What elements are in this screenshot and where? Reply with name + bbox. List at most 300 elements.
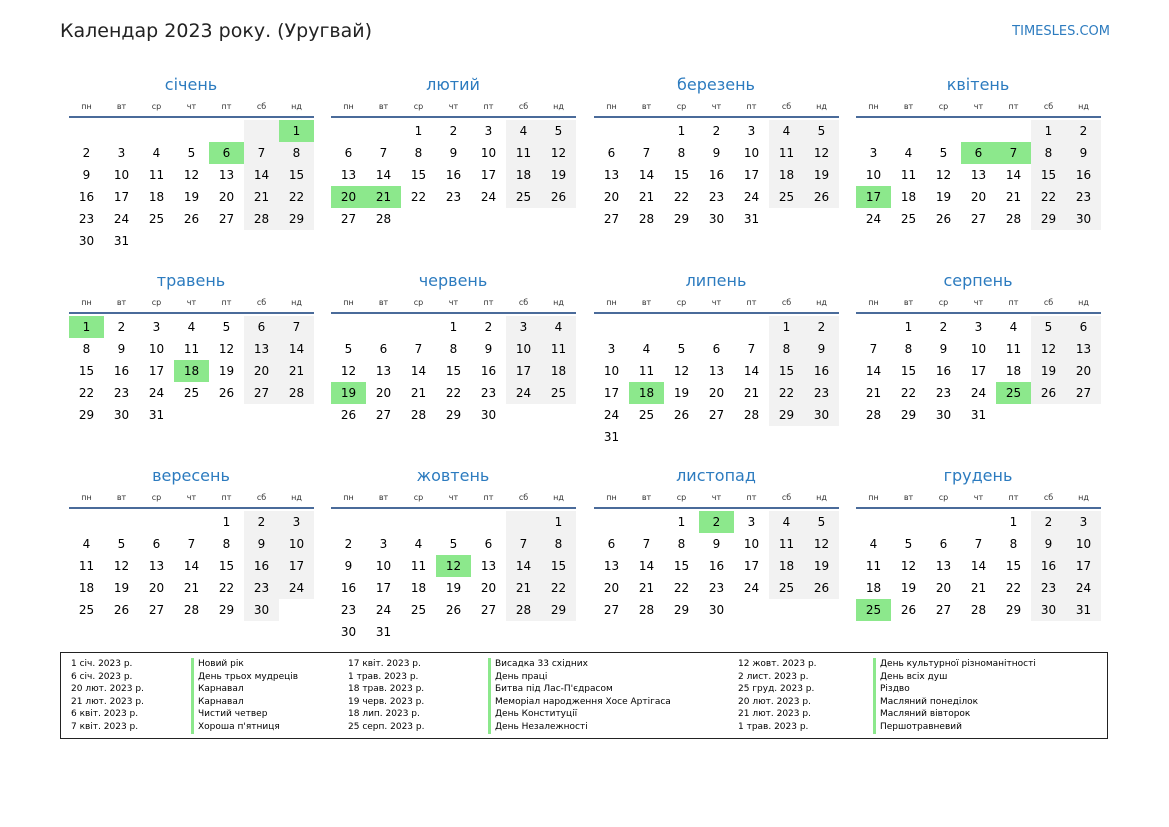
day-cell[interactable]: 21 <box>410 386 427 400</box>
day-cell[interactable]: 22 <box>78 386 95 400</box>
day-cell[interactable]: 7 <box>506 533 541 555</box>
day-cell[interactable]: 15 <box>410 168 427 182</box>
day-cell[interactable]: 15 <box>900 364 917 378</box>
day-cell[interactable]: 21 <box>970 581 987 595</box>
day-cell[interactable]: 3 <box>279 511 314 533</box>
day-cell[interactable]: 27 <box>340 212 357 226</box>
day-cell[interactable]: 24 <box>148 386 165 400</box>
day-cell[interactable]: 12 <box>541 142 576 164</box>
day-cell[interactable]: 20 <box>708 386 725 400</box>
day-cell[interactable]: 4 <box>769 511 804 533</box>
day-cell[interactable]: 30 <box>244 599 279 621</box>
day-cell[interactable]: 18 <box>769 164 804 186</box>
day-cell[interactable]: 10 <box>113 168 130 182</box>
day-cell[interactable]: 23 <box>935 386 952 400</box>
day-cell[interactable]: 13 <box>1066 338 1101 360</box>
day-cell[interactable]: 29 <box>900 408 917 422</box>
day-cell[interactable]: 14 <box>865 364 882 378</box>
day-cell[interactable]: 25 <box>78 603 95 617</box>
day-cell[interactable]: 18 <box>1005 364 1022 378</box>
day-cell[interactable]: 6 <box>961 142 996 164</box>
day-cell[interactable]: 9 <box>484 342 493 356</box>
day-cell[interactable]: 11 <box>638 364 655 378</box>
day-cell[interactable]: 15 <box>218 559 235 573</box>
day-cell[interactable]: 19 <box>804 555 839 577</box>
day-cell[interactable]: 8 <box>449 342 458 356</box>
day-cell[interactable]: 9 <box>449 146 458 160</box>
day-cell[interactable]: 14 <box>743 364 760 378</box>
day-cell[interactable]: 19 <box>673 386 690 400</box>
day-cell[interactable]: 5 <box>541 120 576 142</box>
day-cell[interactable]: 11 <box>78 559 95 573</box>
day-cell[interactable]: 28 <box>743 408 760 422</box>
day-cell[interactable]: 1 <box>414 124 423 138</box>
day-cell[interactable]: 5 <box>804 511 839 533</box>
day-cell[interactable]: 10 <box>970 342 987 356</box>
day-cell[interactable]: 25 <box>148 212 165 226</box>
day-cell[interactable]: 9 <box>804 338 839 360</box>
day-cell[interactable]: 12 <box>900 559 917 573</box>
day-cell[interactable]: 20 <box>244 360 279 382</box>
day-cell[interactable]: 23 <box>480 386 497 400</box>
day-cell[interactable]: 9 <box>117 342 126 356</box>
day-cell[interactable]: 8 <box>222 537 231 551</box>
day-cell[interactable]: 17 <box>970 364 987 378</box>
day-cell[interactable]: 25 <box>900 212 917 226</box>
day-cell[interactable]: 30 <box>340 625 357 639</box>
day-cell[interactable]: 23 <box>1066 186 1101 208</box>
day-cell[interactable]: 7 <box>414 342 423 356</box>
day-cell[interactable]: 25 <box>183 386 200 400</box>
day-cell[interactable]: 27 <box>970 212 987 226</box>
day-cell[interactable]: 6 <box>209 142 244 164</box>
day-cell[interactable]: 3 <box>747 124 756 138</box>
day-cell[interactable]: 13 <box>340 168 357 182</box>
day-cell[interactable]: 7 <box>187 537 196 551</box>
day-cell[interactable]: 15 <box>541 555 576 577</box>
day-cell[interactable]: 7 <box>642 146 651 160</box>
day-cell[interactable]: 29 <box>78 408 95 422</box>
day-cell[interactable]: 28 <box>865 408 882 422</box>
day-cell[interactable]: 9 <box>712 146 721 160</box>
day-cell[interactable]: 26 <box>900 603 917 617</box>
day-cell[interactable]: 12 <box>673 364 690 378</box>
day-cell[interactable]: 12 <box>804 533 839 555</box>
day-cell[interactable]: 9 <box>1031 533 1066 555</box>
day-cell[interactable]: 16 <box>244 555 279 577</box>
day-cell[interactable]: 2 <box>244 511 279 533</box>
day-cell[interactable]: 16 <box>480 364 497 378</box>
day-cell[interactable]: 1 <box>677 515 686 529</box>
day-cell[interactable]: 28 <box>638 212 655 226</box>
day-cell[interactable]: 2 <box>1066 120 1101 142</box>
day-cell[interactable]: 28 <box>244 208 279 230</box>
day-cell[interactable]: 3 <box>117 146 126 160</box>
day-cell[interactable]: 13 <box>935 559 952 573</box>
day-cell[interactable]: 4 <box>187 320 196 334</box>
day-cell[interactable]: 6 <box>152 537 161 551</box>
day-cell[interactable]: 31 <box>113 234 130 248</box>
day-cell[interactable]: 11 <box>900 168 917 182</box>
day-cell[interactable]: 30 <box>804 404 839 426</box>
day-cell[interactable]: 9 <box>1066 142 1101 164</box>
day-cell[interactable]: 2 <box>939 320 948 334</box>
day-cell[interactable]: 17 <box>743 559 760 573</box>
day-cell[interactable]: 11 <box>148 168 165 182</box>
day-cell[interactable]: 17 <box>279 555 314 577</box>
day-cell[interactable]: 15 <box>279 164 314 186</box>
day-cell[interactable]: 1 <box>279 120 314 142</box>
day-cell[interactable]: 11 <box>541 338 576 360</box>
day-cell[interactable]: 8 <box>279 142 314 164</box>
day-cell[interactable]: 12 <box>804 142 839 164</box>
day-cell[interactable]: 22 <box>541 577 576 599</box>
day-cell[interactable]: 29 <box>541 599 576 621</box>
day-cell[interactable]: 4 <box>869 537 878 551</box>
day-cell[interactable]: 26 <box>804 186 839 208</box>
day-cell[interactable]: 13 <box>603 559 620 573</box>
day-cell[interactable]: 15 <box>1031 164 1066 186</box>
day-cell[interactable]: 1 <box>449 320 458 334</box>
day-cell[interactable]: 4 <box>152 146 161 160</box>
day-cell[interactable]: 9 <box>712 537 721 551</box>
day-cell[interactable]: 7 <box>279 316 314 338</box>
day-cell[interactable]: 6 <box>607 146 616 160</box>
day-cell[interactable]: 10 <box>1066 533 1101 555</box>
day-cell[interactable]: 23 <box>1031 577 1066 599</box>
day-cell[interactable]: 12 <box>935 168 952 182</box>
day-cell[interactable]: 5 <box>1031 316 1066 338</box>
day-cell[interactable]: 25 <box>856 599 891 621</box>
day-cell[interactable]: 20 <box>148 581 165 595</box>
day-cell[interactable]: 20 <box>935 581 952 595</box>
day-cell[interactable]: 23 <box>113 386 130 400</box>
day-cell[interactable]: 10 <box>375 559 392 573</box>
day-cell[interactable]: 14 <box>1005 168 1022 182</box>
day-cell[interactable]: 11 <box>506 142 541 164</box>
day-cell[interactable]: 19 <box>113 581 130 595</box>
day-cell[interactable]: 30 <box>1066 208 1101 230</box>
day-cell[interactable]: 1 <box>222 515 231 529</box>
day-cell[interactable]: 12 <box>183 168 200 182</box>
day-cell[interactable]: 28 <box>1005 212 1022 226</box>
day-cell[interactable]: 24 <box>970 386 987 400</box>
day-cell[interactable]: 5 <box>677 342 686 356</box>
day-cell[interactable]: 16 <box>113 364 130 378</box>
day-cell[interactable]: 8 <box>677 146 686 160</box>
day-cell[interactable]: 31 <box>743 212 760 226</box>
day-cell[interactable]: 2 <box>82 146 91 160</box>
day-cell[interactable]: 4 <box>1009 320 1018 334</box>
day-cell[interactable]: 10 <box>148 342 165 356</box>
day-cell[interactable]: 7 <box>869 342 878 356</box>
day-cell[interactable]: 5 <box>449 537 458 551</box>
day-cell[interactable]: 14 <box>183 559 200 573</box>
day-cell[interactable]: 26 <box>113 603 130 617</box>
day-cell[interactable]: 3 <box>484 124 493 138</box>
day-cell[interactable]: 13 <box>970 168 987 182</box>
day-cell[interactable]: 31 <box>1066 599 1101 621</box>
day-cell[interactable]: 24 <box>865 212 882 226</box>
day-cell[interactable]: 7 <box>642 537 651 551</box>
day-cell[interactable]: 27 <box>708 408 725 422</box>
day-cell[interactable]: 30 <box>708 212 725 226</box>
day-cell[interactable]: 22 <box>673 190 690 204</box>
day-cell[interactable]: 30 <box>78 234 95 248</box>
day-cell[interactable]: 27 <box>148 603 165 617</box>
day-cell[interactable]: 2 <box>344 537 353 551</box>
day-cell[interactable]: 27 <box>1066 382 1101 404</box>
day-cell[interactable]: 8 <box>414 146 423 160</box>
day-cell[interactable]: 21 <box>865 386 882 400</box>
day-cell[interactable]: 10 <box>279 533 314 555</box>
day-cell[interactable]: 20 <box>331 186 366 208</box>
day-cell[interactable]: 15 <box>769 360 804 382</box>
day-cell[interactable]: 21 <box>506 577 541 599</box>
day-cell[interactable]: 14 <box>410 364 427 378</box>
day-cell[interactable]: 22 <box>218 581 235 595</box>
day-cell[interactable]: 8 <box>541 533 576 555</box>
day-cell[interactable]: 22 <box>769 382 804 404</box>
day-cell[interactable]: 12 <box>1031 338 1066 360</box>
day-cell[interactable]: 8 <box>1009 537 1018 551</box>
day-cell[interactable]: 19 <box>900 581 917 595</box>
day-cell[interactable]: 16 <box>340 581 357 595</box>
day-cell[interactable]: 10 <box>743 537 760 551</box>
day-cell[interactable]: 10 <box>865 168 882 182</box>
day-cell[interactable]: 3 <box>1066 511 1101 533</box>
day-cell[interactable]: 27 <box>935 603 952 617</box>
day-cell[interactable]: 10 <box>506 338 541 360</box>
day-cell[interactable]: 18 <box>541 360 576 382</box>
day-cell[interactable]: 17 <box>375 581 392 595</box>
day-cell[interactable]: 24 <box>375 603 392 617</box>
day-cell[interactable]: 24 <box>279 577 314 599</box>
day-cell[interactable]: 6 <box>712 342 721 356</box>
day-cell[interactable]: 24 <box>603 408 620 422</box>
day-cell[interactable]: 21 <box>183 581 200 595</box>
day-cell[interactable]: 28 <box>375 212 392 226</box>
day-cell[interactable]: 7 <box>244 142 279 164</box>
day-cell[interactable]: 7 <box>996 142 1031 164</box>
day-cell[interactable]: 23 <box>340 603 357 617</box>
day-cell[interactable]: 24 <box>743 190 760 204</box>
day-cell[interactable]: 2 <box>449 124 458 138</box>
day-cell[interactable]: 25 <box>769 577 804 599</box>
day-cell[interactable]: 27 <box>375 408 392 422</box>
day-cell[interactable]: 31 <box>148 408 165 422</box>
day-cell[interactable]: 16 <box>935 364 952 378</box>
day-cell[interactable]: 5 <box>939 146 948 160</box>
day-cell[interactable]: 4 <box>541 316 576 338</box>
day-cell[interactable]: 25 <box>541 382 576 404</box>
day-cell[interactable]: 14 <box>506 555 541 577</box>
day-cell[interactable]: 16 <box>708 559 725 573</box>
day-cell[interactable]: 4 <box>82 537 91 551</box>
day-cell[interactable]: 11 <box>865 559 882 573</box>
day-cell[interactable]: 8 <box>677 537 686 551</box>
day-cell[interactable]: 25 <box>506 186 541 208</box>
day-cell[interactable]: 4 <box>642 342 651 356</box>
day-cell[interactable]: 3 <box>974 320 983 334</box>
day-cell[interactable]: 26 <box>340 408 357 422</box>
site-link[interactable]: TIMESLES.COM <box>1012 24 1110 39</box>
day-cell[interactable]: 11 <box>410 559 427 573</box>
day-cell[interactable]: 13 <box>603 168 620 182</box>
day-cell[interactable]: 12 <box>340 364 357 378</box>
day-cell[interactable]: 11 <box>769 533 804 555</box>
day-cell[interactable]: 10 <box>743 146 760 160</box>
day-cell[interactable]: 1 <box>69 316 104 338</box>
day-cell[interactable]: 16 <box>1066 164 1101 186</box>
day-cell[interactable]: 21 <box>244 186 279 208</box>
day-cell[interactable]: 19 <box>804 164 839 186</box>
day-cell[interactable]: 8 <box>904 342 913 356</box>
day-cell[interactable]: 18 <box>769 555 804 577</box>
day-cell[interactable]: 9 <box>344 559 353 573</box>
day-cell[interactable]: 2 <box>712 124 721 138</box>
day-cell[interactable]: 31 <box>603 430 620 444</box>
day-cell[interactable]: 19 <box>183 190 200 204</box>
day-cell[interactable]: 9 <box>82 168 91 182</box>
day-cell[interactable]: 20 <box>1066 360 1101 382</box>
day-cell[interactable]: 8 <box>82 342 91 356</box>
day-cell[interactable]: 5 <box>804 120 839 142</box>
day-cell[interactable]: 27 <box>244 382 279 404</box>
day-cell[interactable]: 13 <box>480 559 497 573</box>
day-cell[interactable]: 8 <box>769 338 804 360</box>
day-cell[interactable]: 11 <box>769 142 804 164</box>
day-cell[interactable]: 29 <box>1005 603 1022 617</box>
day-cell[interactable]: 4 <box>414 537 423 551</box>
day-cell[interactable]: 27 <box>480 603 497 617</box>
day-cell[interactable]: 3 <box>747 515 756 529</box>
day-cell[interactable]: 25 <box>638 408 655 422</box>
day-cell[interactable]: 12 <box>113 559 130 573</box>
day-cell[interactable]: 24 <box>1066 577 1101 599</box>
day-cell[interactable]: 20 <box>970 190 987 204</box>
day-cell[interactable]: 18 <box>410 581 427 595</box>
day-cell[interactable]: 17 <box>603 386 620 400</box>
day-cell[interactable]: 22 <box>900 386 917 400</box>
day-cell[interactable]: 26 <box>218 386 235 400</box>
day-cell[interactable]: 30 <box>480 408 497 422</box>
day-cell[interactable]: 17 <box>743 168 760 182</box>
day-cell[interactable]: 27 <box>603 603 620 617</box>
day-cell[interactable]: 24 <box>506 382 541 404</box>
day-cell[interactable]: 20 <box>218 190 235 204</box>
day-cell[interactable]: 29 <box>279 208 314 230</box>
day-cell[interactable]: 2 <box>699 511 734 533</box>
day-cell[interactable]: 6 <box>484 537 493 551</box>
day-cell[interactable]: 19 <box>541 164 576 186</box>
day-cell[interactable]: 28 <box>506 599 541 621</box>
day-cell[interactable]: 29 <box>445 408 462 422</box>
day-cell[interactable]: 1 <box>1009 515 1018 529</box>
day-cell[interactable]: 29 <box>673 603 690 617</box>
day-cell[interactable]: 16 <box>804 360 839 382</box>
day-cell[interactable]: 15 <box>673 559 690 573</box>
day-cell[interactable]: 14 <box>279 338 314 360</box>
day-cell[interactable]: 14 <box>638 168 655 182</box>
day-cell[interactable]: 15 <box>78 364 95 378</box>
day-cell[interactable]: 19 <box>935 190 952 204</box>
day-cell[interactable]: 19 <box>218 364 235 378</box>
day-cell[interactable]: 25 <box>769 186 804 208</box>
day-cell[interactable]: 29 <box>1031 208 1066 230</box>
day-cell[interactable]: 20 <box>480 581 497 595</box>
day-cell[interactable]: 14 <box>638 559 655 573</box>
day-cell[interactable]: 13 <box>708 364 725 378</box>
day-cell[interactable]: 22 <box>1005 581 1022 595</box>
day-cell[interactable]: 18 <box>506 164 541 186</box>
day-cell[interactable]: 28 <box>279 382 314 404</box>
day-cell[interactable]: 21 <box>366 186 401 208</box>
day-cell[interactable]: 9 <box>244 533 279 555</box>
day-cell[interactable]: 29 <box>769 404 804 426</box>
day-cell[interactable]: 21 <box>743 386 760 400</box>
day-cell[interactable]: 31 <box>970 408 987 422</box>
day-cell[interactable]: 17 <box>113 190 130 204</box>
day-cell[interactable]: 26 <box>1031 382 1066 404</box>
day-cell[interactable]: 3 <box>506 316 541 338</box>
day-cell[interactable]: 4 <box>769 120 804 142</box>
day-cell[interactable]: 22 <box>673 581 690 595</box>
day-cell[interactable]: 12 <box>218 342 235 356</box>
day-cell[interactable]: 7 <box>974 537 983 551</box>
day-cell[interactable]: 2 <box>804 316 839 338</box>
day-cell[interactable]: 3 <box>869 146 878 160</box>
day-cell[interactable]: 18 <box>900 190 917 204</box>
day-cell[interactable]: 20 <box>603 581 620 595</box>
day-cell[interactable]: 27 <box>218 212 235 226</box>
day-cell[interactable]: 23 <box>78 212 95 226</box>
day-cell[interactable]: 19 <box>445 581 462 595</box>
day-cell[interactable]: 30 <box>113 408 130 422</box>
day-cell[interactable]: 13 <box>375 364 392 378</box>
day-cell[interactable]: 6 <box>244 316 279 338</box>
day-cell[interactable]: 25 <box>410 603 427 617</box>
day-cell[interactable]: 21 <box>638 581 655 595</box>
day-cell[interactable]: 18 <box>174 360 209 382</box>
day-cell[interactable]: 24 <box>480 190 497 204</box>
day-cell[interactable]: 18 <box>148 190 165 204</box>
day-cell[interactable]: 22 <box>279 186 314 208</box>
day-cell[interactable]: 22 <box>410 190 427 204</box>
day-cell[interactable]: 18 <box>865 581 882 595</box>
day-cell[interactable]: 17 <box>506 360 541 382</box>
day-cell[interactable]: 23 <box>244 577 279 599</box>
day-cell[interactable]: 23 <box>708 190 725 204</box>
day-cell[interactable]: 9 <box>939 342 948 356</box>
day-cell[interactable]: 23 <box>804 382 839 404</box>
day-cell[interactable]: 1 <box>677 124 686 138</box>
day-cell[interactable]: 18 <box>629 382 664 404</box>
day-cell[interactable]: 7 <box>747 342 756 356</box>
day-cell[interactable]: 16 <box>78 190 95 204</box>
day-cell[interactable]: 26 <box>445 603 462 617</box>
day-cell[interactable]: 3 <box>152 320 161 334</box>
day-cell[interactable]: 10 <box>603 364 620 378</box>
day-cell[interactable]: 2 <box>484 320 493 334</box>
day-cell[interactable]: 5 <box>344 342 353 356</box>
day-cell[interactable]: 11 <box>1005 342 1022 356</box>
day-cell[interactable]: 8 <box>1031 142 1066 164</box>
day-cell[interactable]: 15 <box>673 168 690 182</box>
day-cell[interactable]: 6 <box>607 537 616 551</box>
day-cell[interactable]: 17 <box>148 364 165 378</box>
day-cell[interactable]: 22 <box>445 386 462 400</box>
